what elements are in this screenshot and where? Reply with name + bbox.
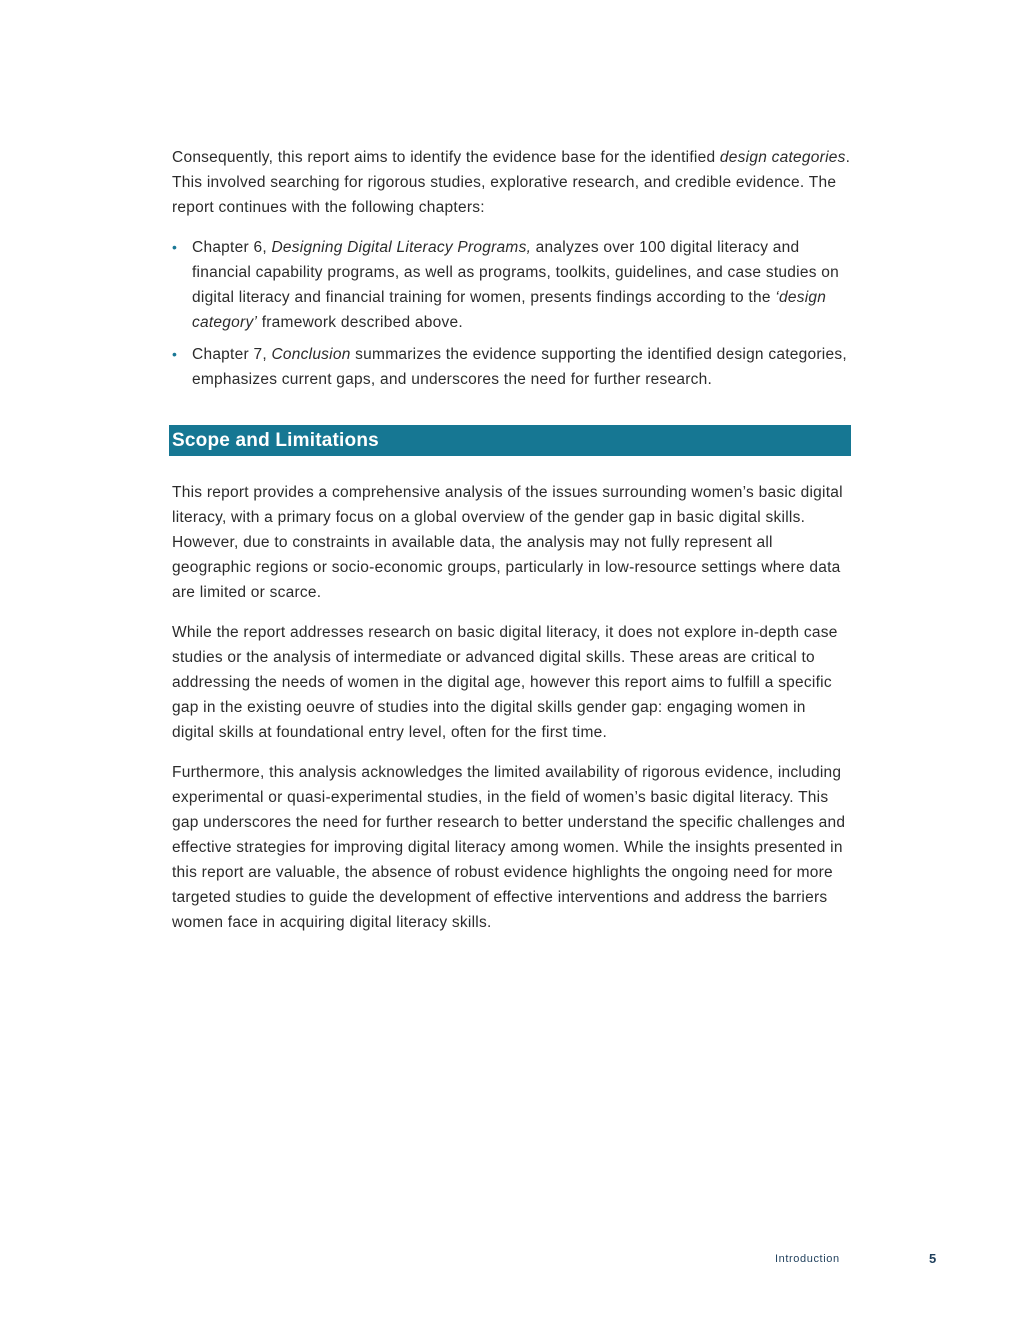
chapter-6-text-b: framework described above. xyxy=(257,314,463,331)
chapter-6-title: Designing Digital Literacy Programs, xyxy=(271,239,532,256)
chapter-6-text-a: analyzes over 100 digital literacy and financial capability programs, as well as programs, toolkits, guidelines, and case studies on digital literacy and financial training for women, presents findings according to the xyxy=(192,239,840,306)
intro-emphasis: design categories xyxy=(719,149,846,166)
scope-paragraph-3: Furthermore, this analysis acknowledges the limited availability of rigorous evidence, including experimental or quasi-experimental studies, in the field of women’s basic digital literacy. This gap underscores the need for further research to better understand the specific challenges and effective strategies for improving digital literacy among women. While the insights presented in this report are valuable, the absence of robust evidence highlights the ongoing need for more targeted studies to guide the development of effective interventions and address the barriers women face in acquiring digital literacy skills. xyxy=(172,764,846,931)
section-heading-scope: Scope and Limitations xyxy=(169,425,851,456)
intro-text-a: Consequently, this report aims to identify the evidence base for the identified xyxy=(172,149,720,166)
list-item-chapter-7 xyxy=(172,342,852,392)
chapter-7-prefix: Chapter 7, xyxy=(192,346,272,363)
page-content xyxy=(172,145,852,935)
scope-paragraph-1: This report provides a comprehensive analysis of the issues surrounding women’s basic digital literacy, with a primary focus on a global overview of the gender gap in basic digital skills. However, due to constraints in available data, the analysis may not fully represent all geographic regions or socio-economic groups, particularly in low-resource settings where data are limited or scarce. xyxy=(172,484,843,601)
section-body xyxy=(172,480,852,935)
chapter-list xyxy=(172,235,852,392)
page-number: 5 xyxy=(929,1251,937,1266)
chapter-6-prefix: Chapter 6, xyxy=(192,239,272,256)
bullet-icon: • xyxy=(172,239,178,255)
footer-section-label: Introduction xyxy=(775,1253,840,1265)
bullet-icon: • xyxy=(172,346,178,362)
intro-text-b: . This involved searching for rigorous studies, explorative research, and credible evidence. The report continues with the following chapters: xyxy=(172,149,851,216)
scope-paragraph-2: While the report addresses research on basic digital literacy, it does not explore in-depth case studies or the analysis of intermediate or advanced digital skills. These areas are critical to addressing the needs of women in the digital age, however this report aims to fulfill a specific gap in the existing oeuvre of studies into the digital skills gender gap: engaging women in digital skills at foundational entry level, often for the first time. xyxy=(172,624,838,741)
chapter-7-text: summarizes the evidence supporting the identified design categories, emphasizes current gaps, and underscores the need for further research. xyxy=(192,346,847,388)
chapter-7-title: Conclusion xyxy=(271,346,351,363)
list-item-chapter-6 xyxy=(172,235,852,335)
intro-paragraph xyxy=(172,145,852,220)
chapter-6-emphasis: ‘design category’ xyxy=(192,289,827,331)
